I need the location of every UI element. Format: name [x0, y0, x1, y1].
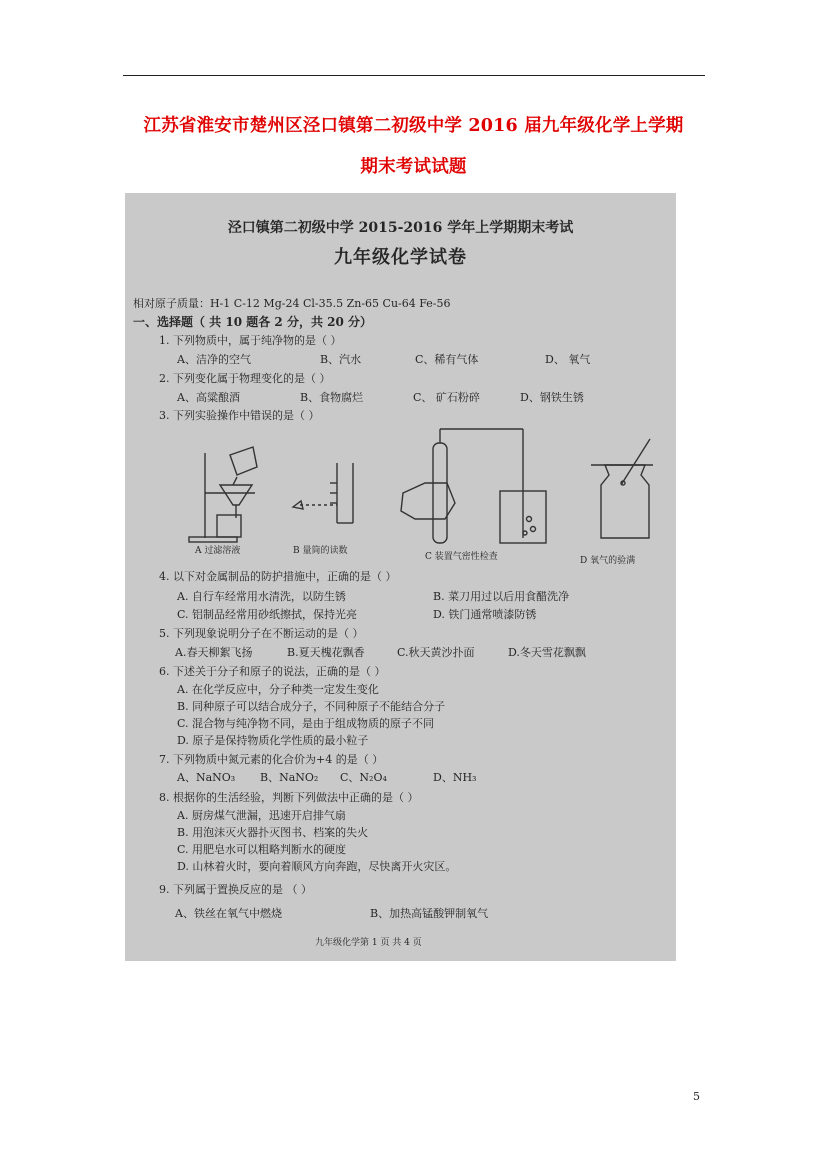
- question-1: 1. 下列物质中，属于纯净物的是（ ）: [159, 334, 342, 347]
- question-6: 6. 下述关于分子和原子的说法，正确的是（ ）: [159, 665, 386, 678]
- question-7: 7. 下列物质中氮元素的化合价为+4 的是（ ）: [159, 753, 384, 766]
- q3-caption-d: D 氧气的验满: [580, 556, 636, 566]
- atomic-mass-line: 相对原子质量：H-1 C-12 Mg-24 Cl-35.5 Zn-65 Cu-64 Fe-56: [133, 297, 451, 310]
- q7-option-c: C、N₂O₄: [340, 771, 387, 784]
- q1-option-a: A、洁净的空气: [177, 353, 251, 366]
- question-4: 4. 以下对金属制品的防护措施中，正确的是（ ）: [159, 570, 397, 583]
- q3-caption-a: A 过滤溶液: [195, 546, 241, 556]
- q8-option-c: C. 用肥皂水可以粗略判断水的硬度: [177, 843, 347, 856]
- q4-option-a: A. 自行车经常用水清洗，以防生锈: [177, 590, 346, 603]
- exam-school-header: 泾口镇第二初级中学 2015-2016 学年上学期期末考试: [227, 220, 574, 236]
- q2-option-c: C、 矿石粉碎: [413, 391, 480, 404]
- q5-option-b: B.夏天槐花飘香: [287, 646, 365, 659]
- q3-caption-c: C 装置气密性检查: [425, 552, 498, 562]
- q4-option-b: B. 菜刀用过以后用食醋洗净: [433, 590, 570, 603]
- exam-page-photo: [125, 193, 676, 961]
- document-title-line-1: 江苏省淮安市楚州区泾口镇第二初级中学 2016 届九年级化学上学期: [143, 116, 684, 136]
- question-8: 8. 根据你的生活经验，判断下列做法中正确的是（ ）: [159, 791, 419, 804]
- q5-option-c: C.秋天黄沙扑面: [397, 646, 475, 659]
- q6-option-a: A. 在化学反应中，分子种类一定发生变化: [177, 683, 379, 696]
- exam-page-footer: 九年级化学第 1 页 共 4 页: [315, 938, 422, 948]
- airtightness-check-figure: [401, 429, 546, 543]
- q6-option-b: B. 同种原子可以结合成分子，不同种原子不能结合分子: [177, 700, 446, 713]
- q9-option-a: A、铁丝在氧气中燃烧: [175, 907, 282, 920]
- filtration-apparatus-figure: [189, 447, 257, 542]
- q2-option-d: D、钢铁生锈: [520, 391, 584, 404]
- oxygen-test-figure: [591, 439, 653, 538]
- document-title-line-2: 期末考试试题: [360, 157, 467, 177]
- q8-option-b: B. 用泡沫灭火器扑灭图书、档案的失火: [177, 826, 369, 839]
- header-rule: [123, 75, 705, 76]
- cylinder-reading-figure: [293, 463, 353, 523]
- q5-option-a: A.春天柳絮飞扬: [175, 646, 253, 659]
- q1-option-c: C、稀有气体: [415, 353, 479, 366]
- section-1-heading: 一、选择题（ 共 10 题各 2 分，共 20 分）: [133, 315, 372, 329]
- q2-option-a: A、高粱酿酒: [177, 391, 240, 404]
- q6-option-c: C. 混合物与纯净物不同，是由于组成物质的原子不同: [177, 717, 435, 730]
- q1-option-d: D、 氧气: [545, 353, 591, 366]
- q8-option-a: A. 厨房煤气泄漏，迅速开启排气扇: [177, 809, 346, 822]
- q7-option-d: D、NH₃: [433, 771, 477, 784]
- q7-option-b: B、NaNO₂: [260, 771, 319, 784]
- question-2: 2. 下列变化属于物理变化的是（ ）: [159, 372, 331, 385]
- q5-option-d: D.冬天雪花飘飘: [508, 646, 586, 659]
- q4-option-c: C. 铝制品经常用砂纸擦拭，保持光亮: [177, 608, 358, 621]
- q2-option-b: B、食物腐烂: [300, 391, 364, 404]
- q8-option-d: D. 山林着火时，要向着顺风方向奔跑，尽快离开火灾区。: [177, 860, 457, 873]
- question-5: 5. 下列现象说明分子在不断运动的是（ ）: [159, 627, 364, 640]
- q6-option-d: D. 原子是保持物质化学性质的最小粒子: [177, 734, 369, 747]
- q3-caption-b: B 量筒的读数: [293, 546, 348, 556]
- q9-option-b: B、加热高锰酸钾制氧气: [370, 907, 489, 920]
- exam-paper-title: 九年级化学试卷: [334, 247, 467, 268]
- q4-option-d: D. 铁门通常喷漆防锈: [433, 608, 537, 621]
- page-number: 5: [693, 1090, 700, 1103]
- question-3: 3. 下列实验操作中错误的是（ ）: [159, 409, 320, 422]
- q7-option-a: A、NaNO₃: [177, 771, 236, 784]
- q1-option-b: B、汽水: [320, 353, 362, 366]
- question-9: 9. 下列属于置换反应的是 （ ）: [159, 883, 312, 896]
